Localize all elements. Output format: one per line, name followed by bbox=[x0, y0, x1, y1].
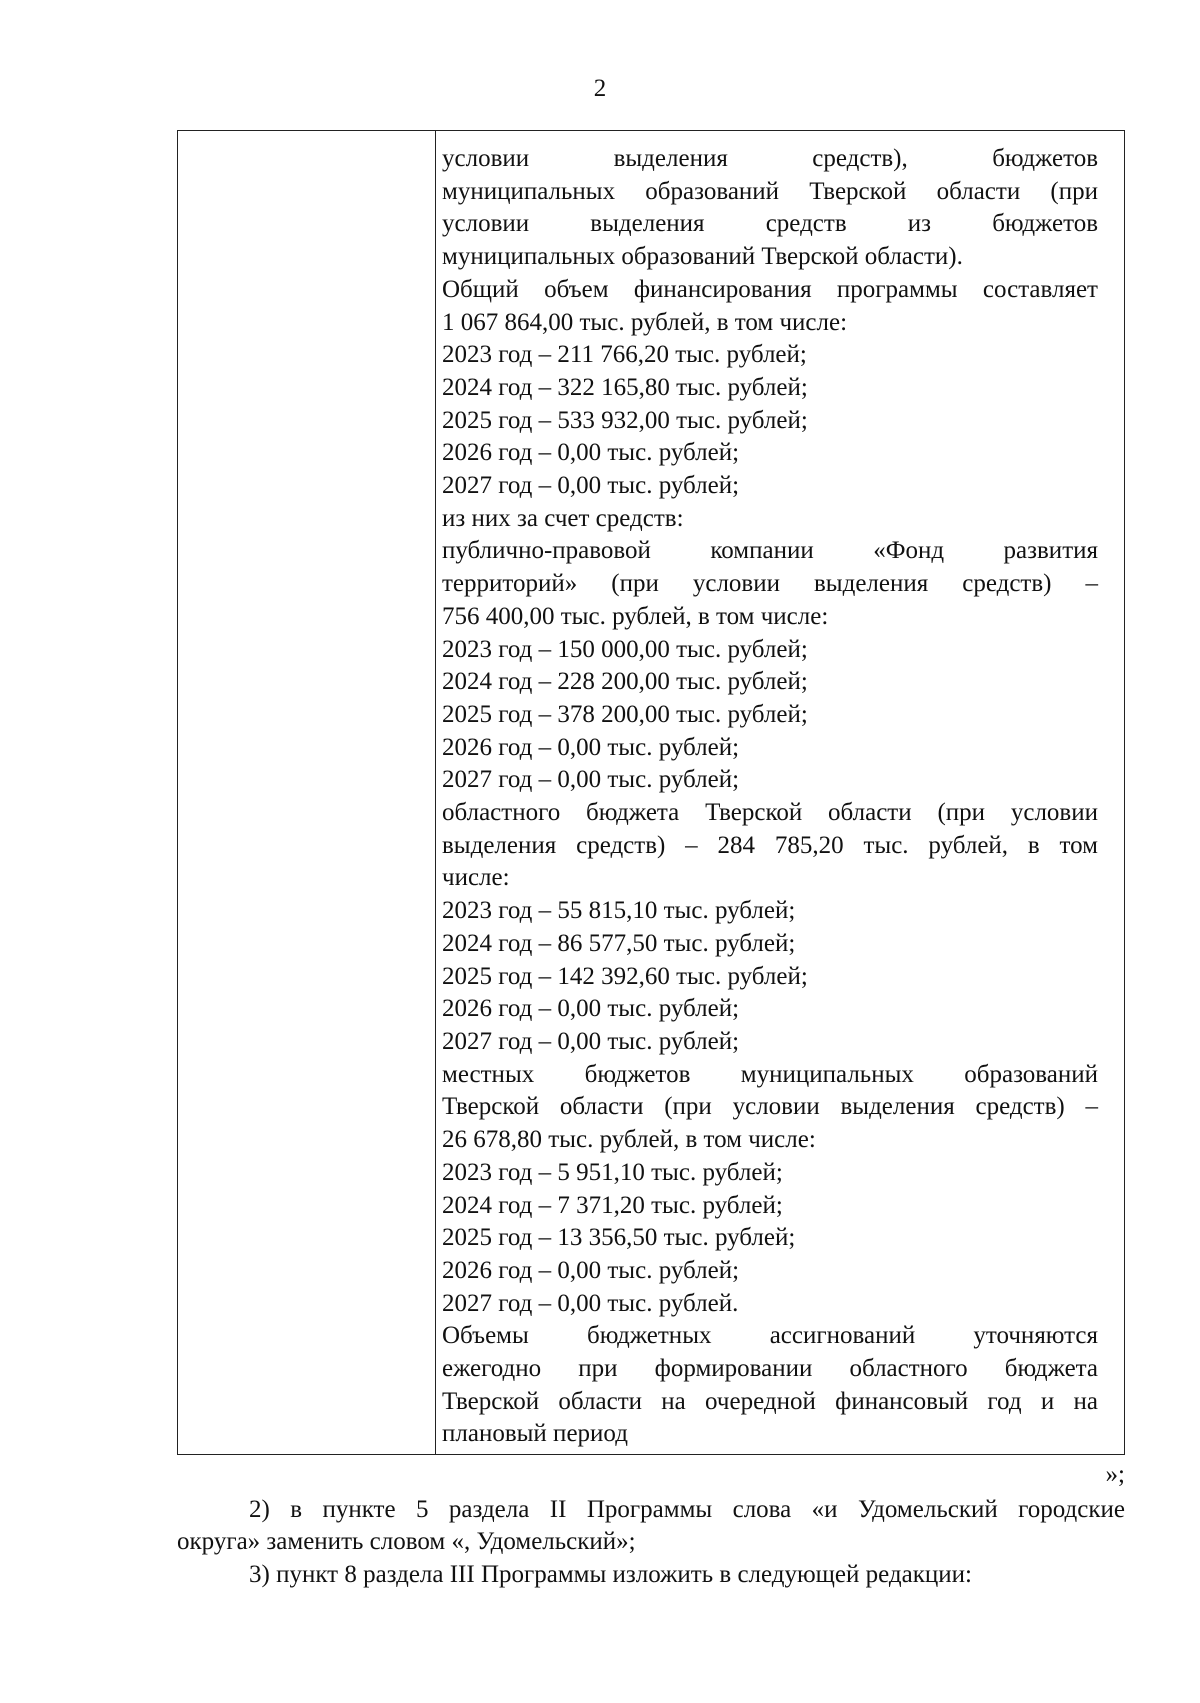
financing-text-line: выделения средств) – 284 785,20 тыс. рублей, в том bbox=[442, 831, 1098, 859]
financing-text-line: 2023 год – 5 951,10 тыс. рублей; bbox=[442, 1158, 783, 1186]
financing-text-line: условии выделения средств), бюджетов bbox=[442, 145, 1098, 172]
financing-text-line: 2027 год – 0,00 тыс. рублей; bbox=[442, 472, 740, 500]
table-column-divider bbox=[435, 131, 436, 1454]
financing-text-line: 1 067 864,00 тыс. рублей, в том числе: bbox=[442, 308, 848, 336]
financing-text-line: 2023 год – 150 000,00 тыс. рублей; bbox=[442, 635, 808, 663]
financing-text-line: 2025 год – 13 356,50 тыс. рублей; bbox=[442, 1224, 796, 1252]
financing-text-line: 2026 год – 0,00 тыс. рублей; bbox=[442, 439, 740, 467]
financing-text-line: 2026 год – 0,00 тыс. рублей; bbox=[442, 733, 740, 761]
financing-text-line: из них за счет средств: bbox=[442, 504, 684, 532]
financing-text-line: 2027 год – 0,00 тыс. рублей. bbox=[442, 1289, 739, 1317]
financing-text-line: 2027 год – 0,00 тыс. рублей; bbox=[442, 1027, 740, 1055]
financing-text-line: условии выделения средств из бюджетов bbox=[442, 210, 1098, 238]
financing-text-line: областного бюджета Тверской области (при условии bbox=[442, 799, 1098, 827]
financing-text-line: 2023 год – 211 766,20 тыс. рублей; bbox=[442, 341, 807, 369]
financing-text-line: 756 400,00 тыс. рублей, в том числе: bbox=[442, 602, 829, 630]
financing-text-line: числе: bbox=[442, 864, 510, 892]
closing-quote-mark: »; bbox=[1105, 1461, 1125, 1488]
financing-text-line: 2024 год – 322 165,80 тыс. рублей; bbox=[442, 373, 808, 401]
financing-text-line: 2024 год – 228 200,00 тыс. рублей; bbox=[442, 668, 808, 696]
amendment-item-3: 3) пункт 8 раздела III Программы изложить в следующей редакции: bbox=[249, 1561, 972, 1588]
financing-text-line: 2026 год – 0,00 тыс. рублей; bbox=[442, 1256, 740, 1284]
financing-text-line: территорий» (при условии выделения средств) – bbox=[442, 570, 1098, 598]
financing-text-line: Тверской области (при условии выделения средств) – bbox=[442, 1093, 1098, 1121]
financing-text-line: местных бюджетов муниципальных образований bbox=[442, 1060, 1098, 1088]
financing-text-line: 2024 год – 7 371,20 тыс. рублей; bbox=[442, 1191, 783, 1219]
page-number: 2 bbox=[593, 75, 607, 102]
financing-text-line: Тверской области на очередной финансовый год и на bbox=[442, 1387, 1098, 1415]
financing-text-line: 2024 год – 86 577,50 тыс. рублей; bbox=[442, 929, 796, 957]
financing-text-line: 2025 год – 533 932,00 тыс. рублей; bbox=[442, 406, 808, 434]
financing-text-line: 2023 год – 55 815,10 тыс. рублей; bbox=[442, 897, 796, 925]
financing-text-line: ежегодно при формировании областного бюджета bbox=[442, 1355, 1098, 1383]
program-passport-table bbox=[177, 130, 1125, 1455]
financing-text-line: Объемы бюджетных ассигнований уточняются bbox=[442, 1322, 1098, 1350]
financing-text-line: Общий объем финансирования программы составляет bbox=[442, 275, 1098, 303]
table-right-cell-financing-text bbox=[442, 143, 1098, 1451]
financing-text-line: плановый период bbox=[442, 1420, 628, 1448]
amendment-item-2-line-1: 2) в пункте 5 раздела II Программы слова «и Удомельский городские bbox=[249, 1496, 1125, 1523]
financing-text-line: 2027 год – 0,00 тыс. рублей; bbox=[442, 766, 740, 794]
financing-text-line: публично-правовой компании «Фонд развития bbox=[442, 537, 1098, 565]
amendment-item-2-line-2: округа» заменить словом «, Удомельский»; bbox=[177, 1528, 636, 1555]
financing-text-line: 2026 год – 0,00 тыс. рублей; bbox=[442, 995, 740, 1023]
financing-text-line: муниципальных образований Тверской области (при bbox=[442, 177, 1098, 205]
financing-text-line: 2025 год – 378 200,00 тыс. рублей; bbox=[442, 700, 808, 728]
financing-text-line: 26 678,80 тыс. рублей, в том числе: bbox=[442, 1126, 816, 1154]
financing-text-line: муниципальных образований Тверской области). bbox=[442, 243, 963, 271]
financing-text-line: 2025 год – 142 392,60 тыс. рублей; bbox=[442, 962, 808, 990]
